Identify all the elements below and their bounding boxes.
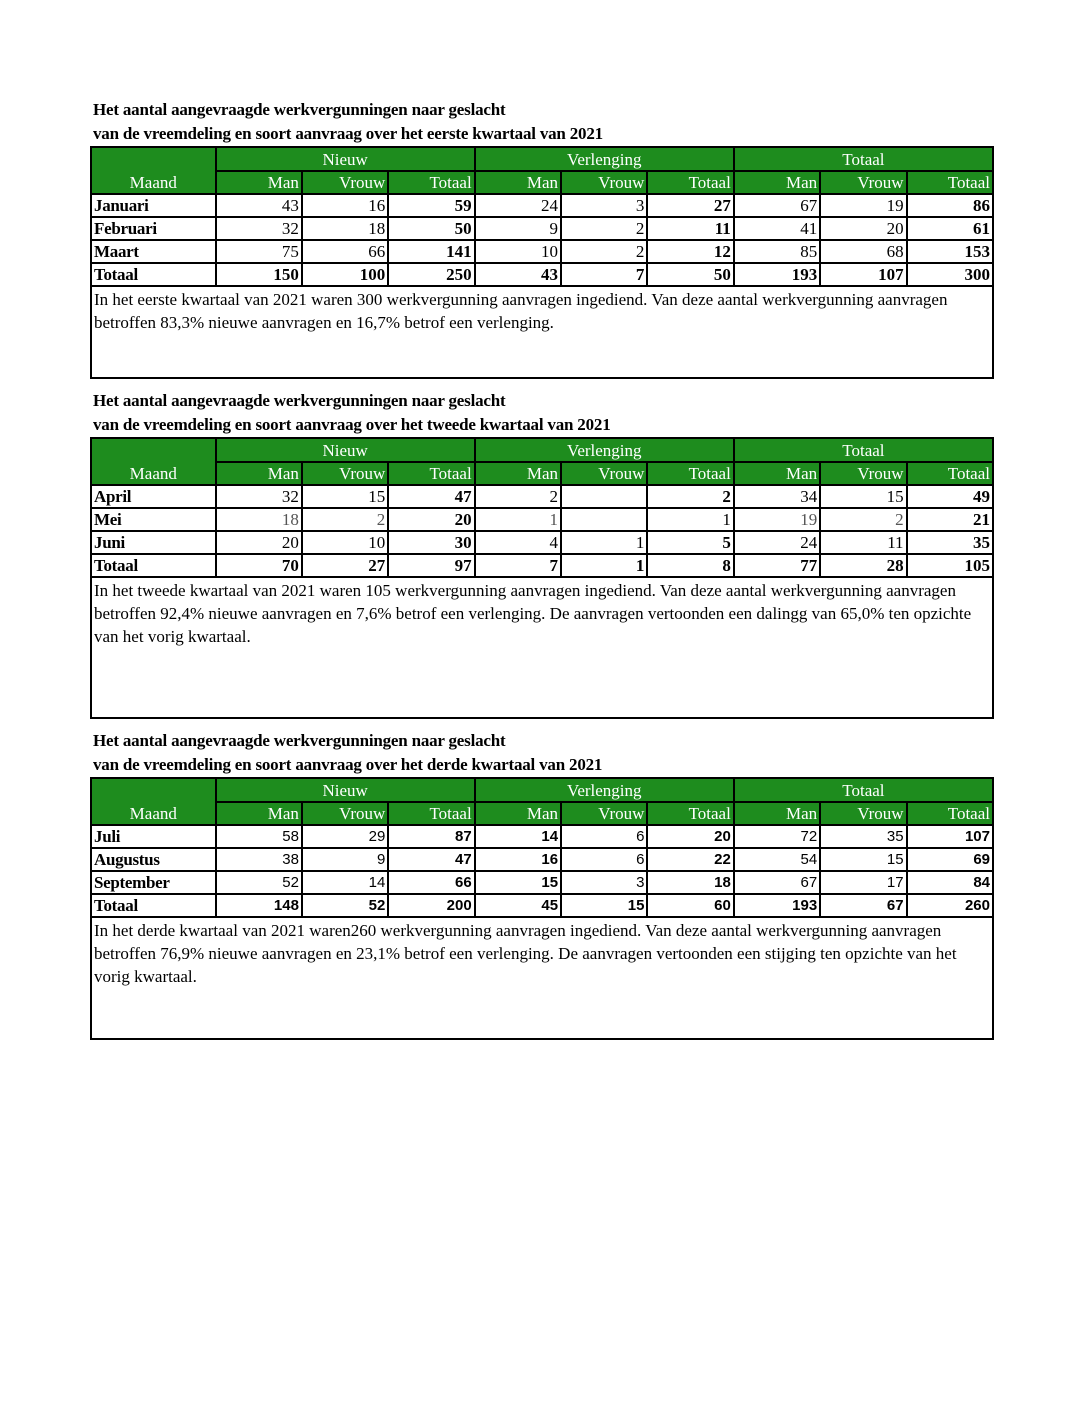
- table-row-total: [91, 894, 993, 917]
- data-table-q3: [90, 777, 994, 1040]
- cell: 19: [820, 194, 906, 217]
- cell: 2: [561, 240, 647, 263]
- cell: 67: [820, 894, 906, 917]
- cell: 2: [302, 508, 388, 531]
- cell: 28: [820, 554, 906, 577]
- cell: 77: [734, 554, 820, 577]
- row-label: Februari: [91, 217, 216, 240]
- header-man: Man: [216, 462, 302, 485]
- cell: 86: [907, 194, 993, 217]
- cell: 18: [216, 508, 302, 531]
- header-maand: Maand: [91, 438, 216, 485]
- cell: 4: [475, 531, 561, 554]
- cell: 20: [820, 217, 906, 240]
- header-group-totaal: Totaal: [734, 778, 993, 802]
- cell: 41: [734, 217, 820, 240]
- section-q3: [90, 729, 994, 1040]
- cell: 193: [734, 263, 820, 286]
- row-label: Mei: [91, 508, 216, 531]
- cell: 34: [734, 485, 820, 508]
- data-table-q2: [90, 437, 994, 719]
- cell: 1: [475, 508, 561, 531]
- header-vrouw: Vrouw: [302, 171, 388, 194]
- cell: 85: [734, 240, 820, 263]
- cell: 24: [475, 194, 561, 217]
- table-row: [91, 848, 993, 871]
- cell: 35: [820, 825, 906, 848]
- cell: 61: [907, 217, 993, 240]
- cell: 68: [820, 240, 906, 263]
- table-title-line1: Het aantal aangevraagde werkvergunningen naar geslacht: [93, 731, 506, 750]
- cell: 14: [475, 825, 561, 848]
- cell: 141: [388, 240, 474, 263]
- header-totaal: Totaal: [907, 462, 993, 485]
- cell: 107: [820, 263, 906, 286]
- cell: 105: [907, 554, 993, 577]
- cell: 2: [561, 217, 647, 240]
- cell: 22: [647, 848, 733, 871]
- cell: 100: [302, 263, 388, 286]
- cell: 107: [907, 825, 993, 848]
- header-totaal: Totaal: [647, 802, 733, 825]
- header-group-totaal: Totaal: [734, 147, 993, 171]
- cell: 38: [216, 848, 302, 871]
- cell: 45: [475, 894, 561, 917]
- cell: 9: [302, 848, 388, 871]
- header-totaal: Totaal: [907, 171, 993, 194]
- header-totaal: Totaal: [647, 171, 733, 194]
- cell: 29: [302, 825, 388, 848]
- header-totaal: Totaal: [907, 802, 993, 825]
- cell: 27: [302, 554, 388, 577]
- cell: 97: [388, 554, 474, 577]
- header-vrouw: Vrouw: [561, 462, 647, 485]
- header-group-nieuw: Nieuw: [216, 778, 475, 802]
- header-vrouw: Vrouw: [820, 802, 906, 825]
- row-label: Juni: [91, 531, 216, 554]
- cell: 43: [475, 263, 561, 286]
- cell: 18: [647, 871, 733, 894]
- cell: 59: [388, 194, 474, 217]
- table-row: [91, 531, 993, 554]
- cell: 20: [388, 508, 474, 531]
- header-vrouw: Vrouw: [561, 802, 647, 825]
- cell: 200: [388, 894, 474, 917]
- cell: 9: [475, 217, 561, 240]
- cell: 67: [734, 871, 820, 894]
- cell: 16: [302, 194, 388, 217]
- table-row: [91, 217, 993, 240]
- cell: 43: [216, 194, 302, 217]
- table-row: [91, 871, 993, 894]
- cell: 8: [647, 554, 733, 577]
- header-maand: Maand: [91, 147, 216, 194]
- note-text: In het tweede kwartaal van 2021 waren 105 werkvergunning aanvragen ingediend. Van deze aantal werkvergunning aanvragen betroffen 92,4% nieuwe aanvragen en 7,6% betrof een verlenging. De aanvragen vertoonden een dalingg van 65,0% ten opzichte van het vorig kwartaal.: [91, 577, 993, 718]
- cell: 87: [388, 825, 474, 848]
- cell: 35: [907, 531, 993, 554]
- row-label: Augustus: [91, 848, 216, 871]
- cell: 193: [734, 894, 820, 917]
- cell: 10: [302, 531, 388, 554]
- cell: 7: [475, 554, 561, 577]
- header-man: Man: [475, 802, 561, 825]
- cell: 15: [561, 894, 647, 917]
- cell: 20: [647, 825, 733, 848]
- cell: 52: [302, 894, 388, 917]
- cell: 52: [216, 871, 302, 894]
- cell: 32: [216, 485, 302, 508]
- table-row: [91, 240, 993, 263]
- cell: 47: [388, 485, 474, 508]
- table-row: [91, 194, 993, 217]
- cell: 260: [907, 894, 993, 917]
- table-title-line1: Het aantal aangevraagde werkvergunningen naar geslacht: [93, 100, 506, 119]
- cell: 15: [302, 485, 388, 508]
- header-totaal: Totaal: [388, 462, 474, 485]
- cell: 15: [820, 485, 906, 508]
- cell: 153: [907, 240, 993, 263]
- row-label: September: [91, 871, 216, 894]
- cell: 6: [561, 825, 647, 848]
- cell: 70: [216, 554, 302, 577]
- header-vrouw: Vrouw: [820, 171, 906, 194]
- cell: 11: [647, 217, 733, 240]
- cell: 1: [561, 531, 647, 554]
- cell: [561, 508, 647, 531]
- cell: 2: [475, 485, 561, 508]
- cell: 15: [820, 848, 906, 871]
- note-text: In het derde kwartaal van 2021 waren260 werkvergunning aanvragen ingediend. Van deze aantal werkvergunning aanvragen betroffen 76,9% nieuwe aanvragen en 23,1% betrof een verlenging. De aanvragen vertoonden een stijging ten opzichte van het vorig kwartaal.: [91, 917, 993, 1039]
- table-title-line2: van de vreemdeling en soort aanvraag over het eerste kwartaal van 2021: [93, 124, 603, 143]
- cell: 66: [388, 871, 474, 894]
- data-table-q1: [90, 146, 994, 379]
- cell: 69: [907, 848, 993, 871]
- cell: 32: [216, 217, 302, 240]
- cell: 16: [475, 848, 561, 871]
- header-man: Man: [734, 462, 820, 485]
- table-row-total: [91, 554, 993, 577]
- cell: 1: [647, 508, 733, 531]
- header-totaal: Totaal: [647, 462, 733, 485]
- table-title-line1: Het aantal aangevraagde werkvergunningen naar geslacht: [93, 391, 506, 410]
- cell: 27: [647, 194, 733, 217]
- cell: 18: [302, 217, 388, 240]
- header-vrouw: Vrouw: [820, 462, 906, 485]
- cell: 24: [734, 531, 820, 554]
- cell: 49: [907, 485, 993, 508]
- cell: 150: [216, 263, 302, 286]
- cell: [561, 485, 647, 508]
- cell: 2: [647, 485, 733, 508]
- cell: 66: [302, 240, 388, 263]
- row-label: Totaal: [91, 263, 216, 286]
- cell: 50: [388, 217, 474, 240]
- cell: 10: [475, 240, 561, 263]
- cell: 21: [907, 508, 993, 531]
- cell: 19: [734, 508, 820, 531]
- cell: 67: [734, 194, 820, 217]
- header-man: Man: [734, 802, 820, 825]
- cell: 6: [561, 848, 647, 871]
- row-label: Totaal: [91, 554, 216, 577]
- cell: 15: [475, 871, 561, 894]
- cell: 250: [388, 263, 474, 286]
- header-totaal: Totaal: [388, 171, 474, 194]
- cell: 7: [561, 263, 647, 286]
- header-group-verlenging: Verlenging: [475, 438, 734, 462]
- table-title-line2: van de vreemdeling en soort aanvraag over het derde kwartaal van 2021: [93, 755, 603, 774]
- row-label: Juli: [91, 825, 216, 848]
- header-man: Man: [475, 462, 561, 485]
- cell: 50: [647, 263, 733, 286]
- header-man: Man: [216, 171, 302, 194]
- section-q1: [90, 98, 994, 379]
- header-vrouw: Vrouw: [561, 171, 647, 194]
- header-vrouw: Vrouw: [302, 802, 388, 825]
- cell: 60: [647, 894, 733, 917]
- header-group-verlenging: Verlenging: [475, 147, 734, 171]
- cell: 54: [734, 848, 820, 871]
- cell: 84: [907, 871, 993, 894]
- cell: 148: [216, 894, 302, 917]
- cell: 58: [216, 825, 302, 848]
- header-totaal: Totaal: [388, 802, 474, 825]
- table-row: [91, 485, 993, 508]
- cell: 17: [820, 871, 906, 894]
- cell: 300: [907, 263, 993, 286]
- header-maand: Maand: [91, 778, 216, 825]
- cell: 75: [216, 240, 302, 263]
- cell: 30: [388, 531, 474, 554]
- header-group-verlenging: Verlenging: [475, 778, 734, 802]
- row-label: April: [91, 485, 216, 508]
- note-text: In het eerste kwartaal van 2021 waren 300 werkvergunning aanvragen ingediend. Van deze aantal werkvergunning aanvragen betroffen 83,3% nieuwe aanvragen en 16,7% betrof een verlenging.: [91, 286, 993, 378]
- row-label: Januari: [91, 194, 216, 217]
- section-q2: [90, 389, 994, 719]
- table-row: [91, 508, 993, 531]
- table-row-total: [91, 263, 993, 286]
- cell: 5: [647, 531, 733, 554]
- header-group-nieuw: Nieuw: [216, 438, 475, 462]
- cell: 3: [561, 871, 647, 894]
- header-group-nieuw: Nieuw: [216, 147, 475, 171]
- cell: 20: [216, 531, 302, 554]
- cell: 1: [561, 554, 647, 577]
- row-label: Totaal: [91, 894, 216, 917]
- cell: 2: [820, 508, 906, 531]
- table-row: [91, 825, 993, 848]
- cell: 14: [302, 871, 388, 894]
- header-man: Man: [475, 171, 561, 194]
- header-man: Man: [734, 171, 820, 194]
- row-label: Maart: [91, 240, 216, 263]
- header-man: Man: [216, 802, 302, 825]
- header-vrouw: Vrouw: [302, 462, 388, 485]
- cell: 3: [561, 194, 647, 217]
- cell: 47: [388, 848, 474, 871]
- cell: 11: [820, 531, 906, 554]
- cell: 12: [647, 240, 733, 263]
- table-title-line2: van de vreemdeling en soort aanvraag over het tweede kwartaal van 2021: [93, 415, 611, 434]
- header-group-totaal: Totaal: [734, 438, 993, 462]
- cell: 72: [734, 825, 820, 848]
